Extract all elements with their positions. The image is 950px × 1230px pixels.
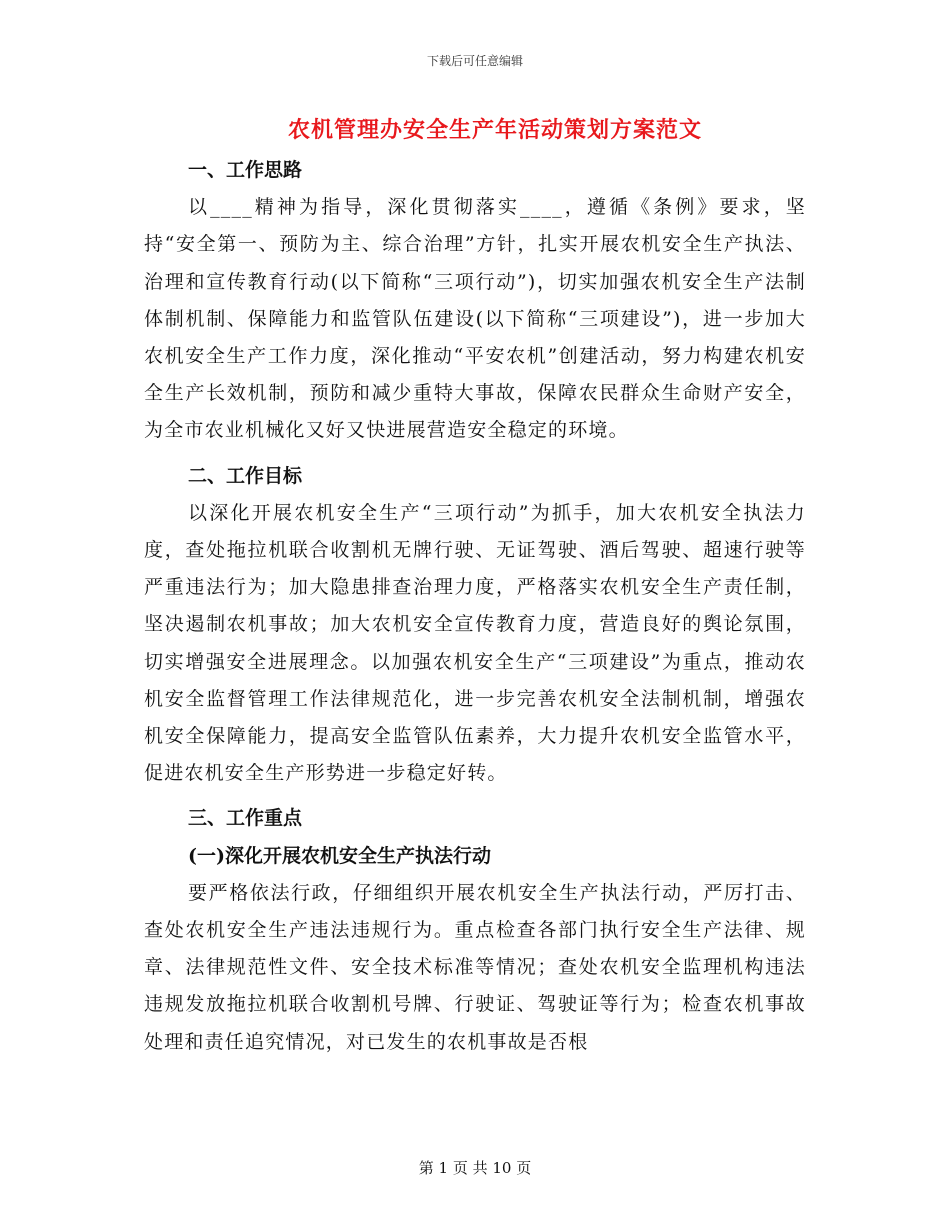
header-note: 下载后可任意编辑 [426,54,523,68]
section-heading-2: 二、工作目标 [188,464,303,487]
spacer [144,792,806,800]
section-paragraph-2: 以深化开展农机安全生产“三项行动”为抓手，加大农机安全执法力度，查处拖拉机联合收割机无牌行驶、无证驾驶、酒后驾驶、超速行驶等严重违法行为；加大隐患排查治理力度，严格落实农机安全生产责任制，坚决遏制农机事故；加大农机安全宣传教育力度，营造良好的舆论氛围，切实增强安全进展理念。以加强农机安全生产“三项建设”为重点，推动农机安全监督管理工作法律规范化，进一步完善农机安全法制机制，增强农机安全保障能力，提高安全监管队伍素养，大力提升农机安全监管水平，促进农机安全生产形势进一步稳定好转。 [144,501,806,785]
section-paragraph-3: 要严格依法行政，仔细组织开展农机安全生产执法行动，严厉打击、查处农机安全生产违法违规行为。重点检查各部门执行安全生产法律、规章、法律规范性文件、安全技术标准等情况；查处农机安全监理机构违法违规发放拖拉机联合收割机号牌、行驶证、驾驶证等行为；检查农机事故处理和责任追究情况，对已发生的农机事故是否根 [144,881,806,1053]
section-heading-3: 三、工作重点 [188,807,303,830]
document-body [144,152,806,1061]
spacer [144,450,806,458]
document-title: 农机管理办安全生产年活动策划方案范文 [287,117,702,143]
page-footer: 第 1 页 共 10 页 [418,1159,532,1177]
section-paragraph-1: 以____精神为指导，深化贯彻落实____，遵循《条例》要求，坚持“安全第一、预防为主、综合治理”方针，扎实开展农机安全生产执法、治理和宣传教育行动(以下简称“三项行动”)，切实加强农机安全生产法制体制机制、保障能力和监管队伍建设(以下简称“三项建设”)，进一步加大农机安全生产工作力度，深化推动“平安农机”创建活动，努力构建农机安全生产长效机制，预防和减少重特大事故，保障农民群众生命财产安全，为全市农业机械化又好又快进展营造安全稳定的环境。 [144,196,806,442]
subsection-heading-1: (一)深化开展农机安全生产执法行动 [188,844,491,867]
section-heading-1: 一、工作思路 [188,159,303,181]
